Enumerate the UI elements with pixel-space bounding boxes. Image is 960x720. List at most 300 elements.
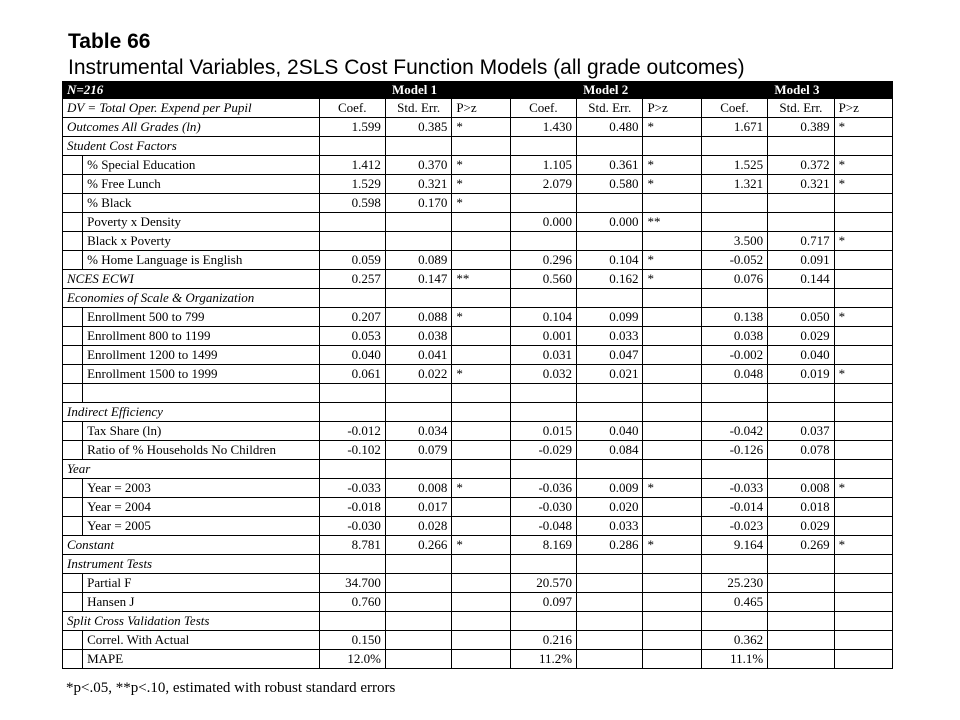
significance-cell [834,460,892,479]
std-err-cell: 0.717 [768,232,834,251]
table-row [63,517,893,536]
table-row [63,175,893,194]
coef-cell [701,137,767,156]
indent-cell [63,422,83,441]
coef-cell: -0.030 [319,517,385,536]
std-err-cell: 0.286 [577,536,643,555]
significance-cell: * [643,251,701,270]
significance-cell [452,441,510,460]
std-err-cell [577,289,643,308]
indent-cell [63,650,83,669]
indent-cell [63,156,83,175]
std-err-cell: 0.022 [385,365,451,384]
std-err-cell [385,213,451,232]
row-label: Constant [63,536,320,555]
indent-cell [63,498,83,517]
coef-cell [319,555,385,574]
significance-cell [452,612,510,631]
significance-cell [834,555,892,574]
std-err-cell [577,232,643,251]
std-err-cell: 0.020 [577,498,643,517]
table-number: Table 66 [68,30,151,53]
coef-cell: -0.042 [701,422,767,441]
significance-cell: * [643,156,701,175]
significance-cell [452,517,510,536]
std-err-cell: 0.147 [385,270,451,289]
significance-cell: * [643,175,701,194]
se-header: Std. Err. [577,99,643,118]
significance-cell [643,498,701,517]
significance-cell [452,289,510,308]
std-err-cell [385,403,451,422]
table-row [63,384,893,403]
std-err-cell [577,194,643,213]
significance-cell [834,194,892,213]
std-err-cell: 0.047 [577,346,643,365]
coef-cell: 8.169 [510,536,576,555]
indent-cell [63,308,83,327]
significance-cell [452,384,510,403]
coef-cell: 0.059 [319,251,385,270]
significance-cell [834,574,892,593]
coef-cell: -0.036 [510,479,576,498]
std-err-cell [577,555,643,574]
coef-cell: 1.529 [319,175,385,194]
table-row [63,270,893,289]
coef-cell: 34.700 [319,574,385,593]
coef-cell [510,460,576,479]
row-label: Poverty x Density [83,213,319,232]
significance-cell [452,251,510,270]
significance-cell [643,403,701,422]
significance-cell: * [452,175,510,194]
significance-cell [834,441,892,460]
std-err-cell: 0.480 [577,118,643,137]
std-err-cell [577,631,643,650]
std-err-cell: 0.033 [577,327,643,346]
table-row [63,479,893,498]
significance-cell [834,327,892,346]
indent-cell [63,213,83,232]
coef-cell [701,289,767,308]
table-row [63,441,893,460]
std-err-cell: 0.037 [768,422,834,441]
std-err-cell [385,232,451,251]
indent-cell [63,251,83,270]
coef-header: Coef. [319,99,385,118]
coef-cell [510,194,576,213]
indent-cell [63,479,83,498]
row-label: Ratio of % Households No Children [83,441,319,460]
std-err-cell [385,555,451,574]
coef-cell [510,289,576,308]
significance-cell [643,346,701,365]
table-row [63,403,893,422]
std-err-cell: 0.017 [385,498,451,517]
coef-cell: 20.570 [510,574,576,593]
coef-cell: -0.052 [701,251,767,270]
coef-cell: -0.030 [510,498,576,517]
std-err-cell [768,574,834,593]
coef-cell [510,384,576,403]
significance-cell [452,593,510,612]
coef-cell: 1.321 [701,175,767,194]
significance-cell: * [834,365,892,384]
significance-cell [452,422,510,441]
model-2-header: Model 2 [510,82,701,99]
row-label: Student Cost Factors [63,137,320,156]
table-row [63,118,893,137]
coef-cell [510,137,576,156]
std-err-cell: 0.372 [768,156,834,175]
coef-cell: 0.061 [319,365,385,384]
results-table [62,81,893,669]
std-err-cell: 0.089 [385,251,451,270]
std-err-cell: 0.580 [577,175,643,194]
coef-cell: 0.598 [319,194,385,213]
row-label: % Special Education [83,156,319,175]
std-err-cell [385,137,451,156]
significance-cell: * [452,365,510,384]
coef-cell: -0.102 [319,441,385,460]
std-err-cell [577,650,643,669]
significance-cell [643,384,701,403]
row-label: Outcomes All Grades (ln) [63,118,320,137]
significance-cell [452,213,510,232]
coef-cell: 0.150 [319,631,385,650]
std-err-cell [577,403,643,422]
coef-cell [510,403,576,422]
coef-cell [701,612,767,631]
table-row [63,422,893,441]
coef-cell: 0.040 [319,346,385,365]
significance-cell [452,346,510,365]
coef-cell: -0.023 [701,517,767,536]
indent-cell [63,327,83,346]
significance-cell: * [643,536,701,555]
coef-cell: 0.000 [510,213,576,232]
significance-cell [643,232,701,251]
std-err-cell [577,593,643,612]
se-header: Std. Err. [385,99,451,118]
coef-cell: 1.430 [510,118,576,137]
coef-cell: 0.001 [510,327,576,346]
significance-cell: * [834,479,892,498]
std-err-cell: 0.050 [768,308,834,327]
std-err-cell: 0.018 [768,498,834,517]
significance-cell: * [643,270,701,289]
std-err-cell: 0.038 [385,327,451,346]
coef-cell: 2.079 [510,175,576,194]
significance-cell: ** [643,213,701,232]
table-row [63,194,893,213]
dv-label: DV = Total Oper. Expend per Pupil [63,99,320,118]
std-err-cell: 0.019 [768,365,834,384]
table-row [63,346,893,365]
std-err-cell: 0.041 [385,346,451,365]
coef-cell: 0.053 [319,327,385,346]
std-err-cell: 0.021 [577,365,643,384]
significance-cell [643,422,701,441]
coef-cell: 0.031 [510,346,576,365]
coef-cell [701,384,767,403]
significance-cell [834,593,892,612]
std-err-cell: 0.321 [385,175,451,194]
std-err-cell [577,612,643,631]
significance-cell: * [834,232,892,251]
coef-cell: 1.671 [701,118,767,137]
row-label: Year = 2003 [83,479,319,498]
coef-cell [319,289,385,308]
significance-cell [452,574,510,593]
table-title: Instrumental Variables, 2SLS Cost Function Models (all grade outcomes) [68,56,745,79]
std-err-cell: 0.029 [768,327,834,346]
significance-cell: * [452,308,510,327]
significance-cell [834,213,892,232]
std-err-cell: 0.370 [385,156,451,175]
table-row [63,631,893,650]
coef-cell: 0.076 [701,270,767,289]
std-err-cell [385,289,451,308]
significance-cell [834,631,892,650]
std-err-cell [385,612,451,631]
table-row [63,232,893,251]
indent-cell [63,175,83,194]
indent-cell [63,631,83,650]
significance-cell [643,593,701,612]
coef-cell: 0.465 [701,593,767,612]
std-err-cell: 0.361 [577,156,643,175]
significance-cell [452,327,510,346]
coef-cell [319,213,385,232]
significance-cell: * [834,118,892,137]
significance-cell [834,251,892,270]
coef-cell: 0.207 [319,308,385,327]
table-row [63,555,893,574]
significance-cell: * [452,194,510,213]
table-row [63,460,893,479]
coef-cell [319,460,385,479]
std-err-cell: 0.104 [577,251,643,270]
coef-cell [510,555,576,574]
coef-header: Coef. [510,99,576,118]
significance-cell [643,308,701,327]
coef-cell: 1.525 [701,156,767,175]
coef-cell: 0.097 [510,593,576,612]
significance-cell [452,555,510,574]
row-label: Year [63,460,320,479]
coef-cell: 0.032 [510,365,576,384]
row-label: Year = 2004 [83,498,319,517]
std-err-cell: 0.162 [577,270,643,289]
coef-cell: -0.014 [701,498,767,517]
significance-cell [834,403,892,422]
std-err-cell [768,631,834,650]
std-err-cell: 0.008 [768,479,834,498]
coef-cell: 11.2% [510,650,576,669]
coef-cell: -0.048 [510,517,576,536]
std-err-cell [385,574,451,593]
row-label: Enrollment 800 to 1199 [83,327,319,346]
row-label: Economies of Scale & Organization [63,289,320,308]
se-header: Std. Err. [768,99,834,118]
significance-cell [643,441,701,460]
row-label: Tax Share (ln) [83,422,319,441]
coef-cell: -0.029 [510,441,576,460]
coef-cell: -0.012 [319,422,385,441]
significance-cell [452,232,510,251]
std-err-cell: 0.033 [577,517,643,536]
model-1-header: Model 1 [319,82,510,99]
significance-cell: * [452,118,510,137]
std-err-cell [577,384,643,403]
significance-cell [452,498,510,517]
std-err-cell [768,194,834,213]
std-err-cell [768,137,834,156]
coef-cell: 1.599 [319,118,385,137]
significance-cell: * [643,479,701,498]
significance-cell: * [452,479,510,498]
significance-cell [643,650,701,669]
indent-cell [63,346,83,365]
table-row [63,574,893,593]
std-err-cell: 0.009 [577,479,643,498]
significance-cell [834,384,892,403]
indent-cell [63,365,83,384]
indent-cell [63,194,83,213]
std-err-cell [577,574,643,593]
significance-cell: * [834,175,892,194]
significance-cell [834,422,892,441]
coef-cell: 8.781 [319,536,385,555]
row-label: Black x Poverty [83,232,319,251]
significance-cell [834,137,892,156]
std-err-cell [385,593,451,612]
coef-cell: 0.362 [701,631,767,650]
coef-cell [319,384,385,403]
significance-cell: * [452,536,510,555]
coef-header: Coef. [701,99,767,118]
table-row [63,650,893,669]
significance-cell [452,650,510,669]
std-err-cell: 0.040 [768,346,834,365]
significance-cell [834,270,892,289]
coef-cell: 11.1% [701,650,767,669]
row-label: Enrollment 1200 to 1499 [83,346,319,365]
coef-cell: 0.038 [701,327,767,346]
coef-cell: 25.230 [701,574,767,593]
header-row [63,82,893,99]
coef-cell: 0.216 [510,631,576,650]
row-label: Correl. With Actual [83,631,319,650]
std-err-cell [768,384,834,403]
coef-cell [319,403,385,422]
coef-cell [701,460,767,479]
significance-cell: * [834,156,892,175]
row-label: % Free Lunch [83,175,319,194]
significance-cell [643,365,701,384]
p-header: P>z [452,99,510,118]
significance-cell [643,574,701,593]
coef-cell: 0.760 [319,593,385,612]
significance-cell [834,650,892,669]
significance-cell [452,460,510,479]
indent-cell [63,232,83,251]
std-err-cell: 0.034 [385,422,451,441]
significance-cell [643,612,701,631]
significance-cell [643,137,701,156]
indent-cell [63,517,83,536]
significance-cell [834,517,892,536]
coef-cell: 0.138 [701,308,767,327]
significance-cell [643,327,701,346]
indent-cell [63,441,83,460]
footnote: *p<.05, **p<.10, estimated with robust standard errors [66,680,396,696]
indent-cell [63,593,83,612]
table-row [63,137,893,156]
p-header: P>z [834,99,892,118]
std-err-cell: 0.084 [577,441,643,460]
significance-cell [643,517,701,536]
coef-cell [701,213,767,232]
significance-cell [834,346,892,365]
significance-cell [452,631,510,650]
row-label: Enrollment 500 to 799 [83,308,319,327]
std-err-cell: 0.078 [768,441,834,460]
std-err-cell: 0.000 [577,213,643,232]
table-row [63,612,893,631]
row-label: Hansen J [83,593,319,612]
significance-cell: * [452,156,510,175]
std-err-cell [768,593,834,612]
coef-cell [319,232,385,251]
std-err-cell: 0.321 [768,175,834,194]
significance-cell [834,289,892,308]
coef-cell: 0.257 [319,270,385,289]
coef-cell: -0.018 [319,498,385,517]
std-err-cell [768,612,834,631]
p-header: P>z [643,99,701,118]
coef-cell [701,194,767,213]
coef-cell: 12.0% [319,650,385,669]
significance-cell [643,194,701,213]
std-err-cell: 0.040 [577,422,643,441]
coef-cell: 0.104 [510,308,576,327]
table-row [63,365,893,384]
table-row [63,498,893,517]
row-label: Enrollment 1500 to 1999 [83,365,319,384]
std-err-cell: 0.144 [768,270,834,289]
std-err-cell [768,289,834,308]
indent-cell [63,384,83,403]
std-err-cell: 0.170 [385,194,451,213]
coef-cell: -0.002 [701,346,767,365]
std-err-cell: 0.385 [385,118,451,137]
model-3-header: Model 3 [701,82,892,99]
row-label: NCES ECWI [63,270,320,289]
coef-cell [701,555,767,574]
table-row [63,536,893,555]
std-err-cell: 0.099 [577,308,643,327]
significance-cell [643,631,701,650]
coef-cell: 0.015 [510,422,576,441]
significance-cell: * [643,118,701,137]
std-err-cell [385,384,451,403]
significance-cell [452,137,510,156]
std-err-cell [768,460,834,479]
row-label: Partial F [83,574,319,593]
std-err-cell: 0.088 [385,308,451,327]
